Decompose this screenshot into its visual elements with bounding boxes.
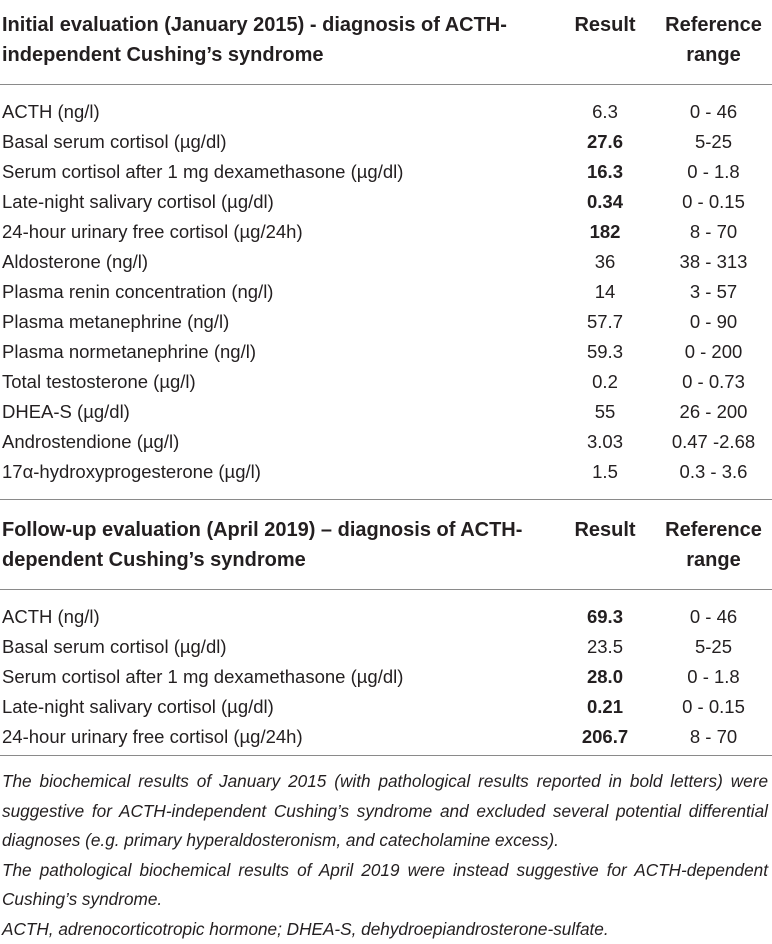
row-reference-range: 0 - 46 bbox=[655, 602, 772, 632]
section1-result-header: Result bbox=[560, 10, 650, 40]
row-reference-range: 0 - 200 bbox=[655, 337, 772, 367]
row-result: 0.2 bbox=[560, 367, 650, 397]
row-result: 6.3 bbox=[560, 97, 650, 127]
table-row bbox=[0, 157, 772, 187]
row-result: 1.5 bbox=[560, 457, 650, 487]
footnote-rule bbox=[0, 755, 772, 756]
row-result: 182 bbox=[560, 217, 650, 247]
table-row bbox=[0, 367, 772, 397]
row-result: 0.21 bbox=[560, 692, 650, 722]
row-label: Aldosterone (ng/l) bbox=[2, 247, 148, 277]
table-row bbox=[0, 427, 772, 457]
row-reference-range: 0 - 1.8 bbox=[655, 662, 772, 692]
row-result: 36 bbox=[560, 247, 650, 277]
row-reference-range: 0 - 90 bbox=[655, 307, 772, 337]
row-result: 16.3 bbox=[560, 157, 650, 187]
row-reference-range: 0.47 -2.68 bbox=[655, 427, 772, 457]
table-row bbox=[0, 217, 772, 247]
row-reference-range: 0 - 46 bbox=[655, 97, 772, 127]
section2-header-rule bbox=[0, 589, 772, 590]
row-label: ACTH (ng/l) bbox=[2, 97, 100, 127]
row-label: ACTH (ng/l) bbox=[2, 602, 100, 632]
table-row bbox=[0, 602, 772, 632]
row-label: Androstendione (µg/l) bbox=[2, 427, 179, 457]
row-label: 17α-hydroxyprogesterone (µg/l) bbox=[2, 457, 261, 487]
table-row bbox=[0, 662, 772, 692]
section2-header bbox=[0, 515, 772, 575]
row-label: Basal serum cortisol (µg/dl) bbox=[2, 127, 227, 157]
section1-title: Initial evaluation (January 2015) - diagnosis of ACTH-independent Cushing’s syndrome bbox=[2, 10, 542, 70]
section1-header bbox=[0, 10, 772, 70]
section2-result-header: Result bbox=[560, 515, 650, 545]
row-result: 14 bbox=[560, 277, 650, 307]
row-result: 59.3 bbox=[560, 337, 650, 367]
row-label: DHEA-S (µg/dl) bbox=[2, 397, 130, 427]
section2-title: Follow-up evaluation (April 2019) – diagnosis of ACTH-dependent Cushing’s syndrome bbox=[2, 515, 542, 575]
row-result: 27.6 bbox=[560, 127, 650, 157]
row-reference-range: 8 - 70 bbox=[655, 217, 772, 247]
footnote-paragraph: The pathological biochemical results of April 2019 were instead suggestive for ACTH-dependent Cushing’s syndrome. bbox=[2, 856, 768, 915]
table-row bbox=[0, 632, 772, 662]
row-label: 24-hour urinary free cortisol (µg/24h) bbox=[2, 722, 303, 752]
table-row bbox=[0, 397, 772, 427]
row-label: Plasma metanephrine (ng/l) bbox=[2, 307, 229, 337]
section1-rows bbox=[0, 97, 772, 487]
row-result: 69.3 bbox=[560, 602, 650, 632]
row-reference-range: 0 - 0.73 bbox=[655, 367, 772, 397]
table-row bbox=[0, 127, 772, 157]
row-reference-range: 0 - 0.15 bbox=[655, 692, 772, 722]
section2-range-header: Reference range bbox=[655, 515, 772, 575]
row-label: Plasma renin concentration (ng/l) bbox=[2, 277, 273, 307]
row-result: 57.7 bbox=[560, 307, 650, 337]
section2-rows bbox=[0, 602, 772, 752]
row-reference-range: 5-25 bbox=[655, 127, 772, 157]
section1-header-rule bbox=[0, 84, 772, 85]
row-result: 28.0 bbox=[560, 662, 650, 692]
row-reference-range: 0 - 0.15 bbox=[655, 187, 772, 217]
table-footnote bbox=[2, 767, 768, 944]
row-reference-range: 38 - 313 bbox=[655, 247, 772, 277]
row-label: Serum cortisol after 1 mg dexamethasone (µg/dl) bbox=[2, 662, 403, 692]
row-result: 55 bbox=[560, 397, 650, 427]
row-result: 0.34 bbox=[560, 187, 650, 217]
section1-range-header: Reference range bbox=[655, 10, 772, 70]
row-label: Late-night salivary cortisol (µg/dl) bbox=[2, 187, 274, 217]
table-row bbox=[0, 457, 772, 487]
row-label: Total testosterone (µg/l) bbox=[2, 367, 196, 397]
row-label: 24-hour urinary free cortisol (µg/24h) bbox=[2, 217, 303, 247]
table-row bbox=[0, 722, 772, 752]
section-divider-rule bbox=[0, 499, 772, 500]
row-label: Late-night salivary cortisol (µg/dl) bbox=[2, 692, 274, 722]
table-row bbox=[0, 277, 772, 307]
row-label: Plasma normetanephrine (ng/l) bbox=[2, 337, 256, 367]
row-result: 23.5 bbox=[560, 632, 650, 662]
row-reference-range: 8 - 70 bbox=[655, 722, 772, 752]
row-reference-range: 0 - 1.8 bbox=[655, 157, 772, 187]
table-row bbox=[0, 247, 772, 277]
row-label: Basal serum cortisol (µg/dl) bbox=[2, 632, 227, 662]
row-result: 3.03 bbox=[560, 427, 650, 457]
row-reference-range: 0.3 - 3.6 bbox=[655, 457, 772, 487]
row-result: 206.7 bbox=[560, 722, 650, 752]
table-row bbox=[0, 337, 772, 367]
table-row bbox=[0, 187, 772, 217]
table-row bbox=[0, 97, 772, 127]
row-label: Serum cortisol after 1 mg dexamethasone (µg/dl) bbox=[2, 157, 403, 187]
footnote-paragraph: ACTH, adrenocorticotropic hormone; DHEA-S, dehydroepiandrosterone-sulfate. bbox=[2, 915, 768, 944]
footnote-paragraph: The biochemical results of January 2015 (with pathological results reported in bold letters) were suggestive for ACTH-independent Cushing’s syndrome and excluded several potential differential diagnoses (e.g. primary hyperaldosteronism, and catecholamine excess). bbox=[2, 767, 768, 856]
table-row bbox=[0, 307, 772, 337]
row-reference-range: 26 - 200 bbox=[655, 397, 772, 427]
table-row bbox=[0, 692, 772, 722]
row-reference-range: 3 - 57 bbox=[655, 277, 772, 307]
row-reference-range: 5-25 bbox=[655, 632, 772, 662]
